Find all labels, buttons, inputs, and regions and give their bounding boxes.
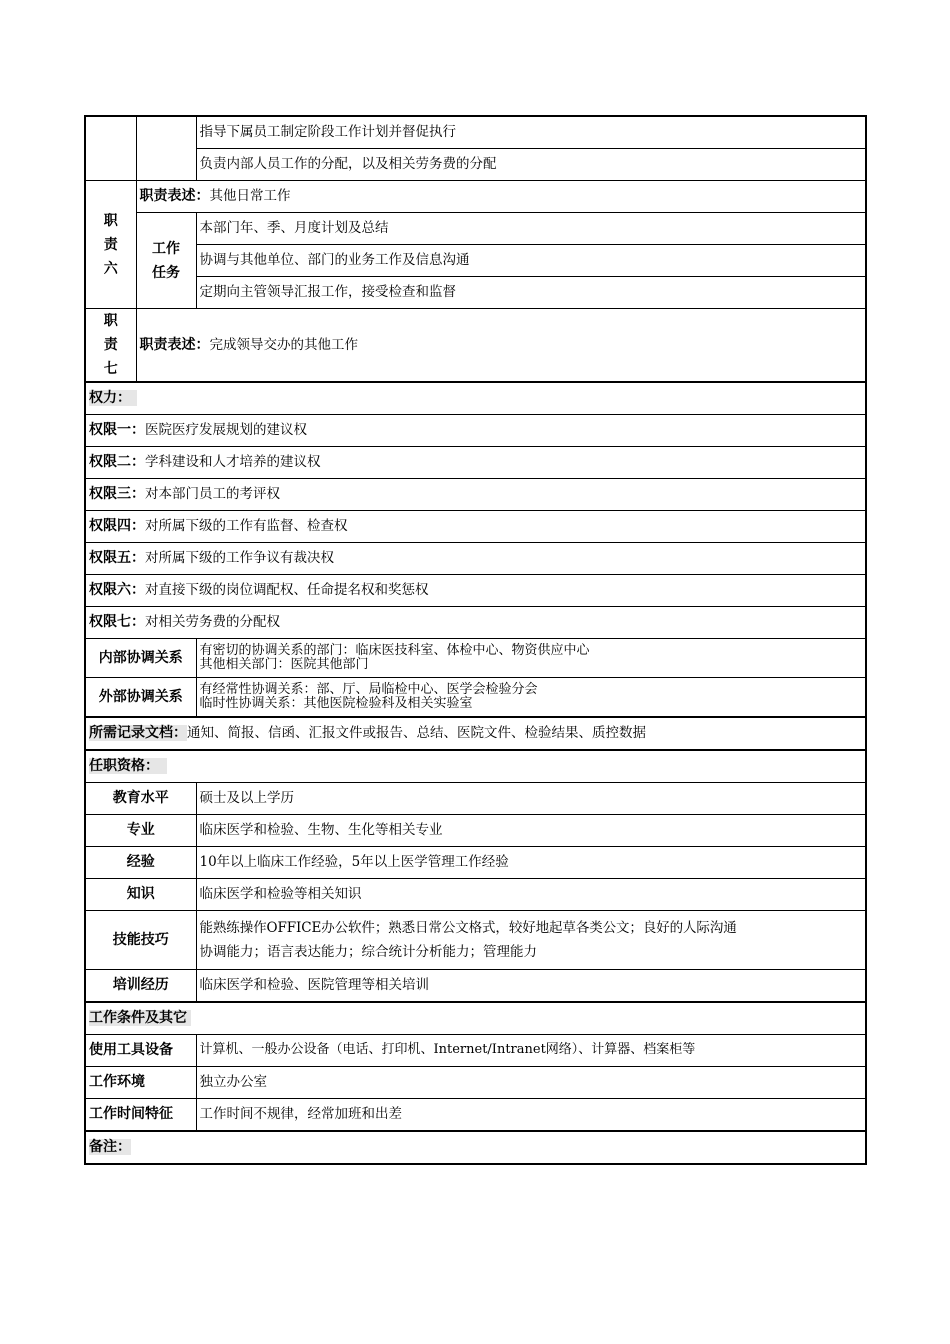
docs-label: 所需记录文档： <box>89 725 187 742</box>
qualification-text: 临床医学和检验等相关知识 <box>196 879 866 911</box>
task-row <box>85 116 866 149</box>
docs-row <box>85 717 866 750</box>
external-relations-line: 临时性协调关系：其他医院检验科及相关实验室 <box>199 696 473 711</box>
task-text: 本部门年、季、月度计划及总结 <box>196 213 866 245</box>
task-row <box>85 245 866 277</box>
qualification-label: 教育水平 <box>85 783 196 815</box>
env-row <box>85 1067 866 1099</box>
power-label: 权限三： <box>89 486 145 503</box>
power-text: 对直接下级的岗位调配权、任命提名权和奖惩权 <box>145 582 429 599</box>
power-text: 学科建设和人才培养的建议权 <box>145 454 321 471</box>
power-label: 权限七： <box>89 614 145 631</box>
internal-relations-row <box>85 639 866 678</box>
external-relations-cell <box>196 678 866 718</box>
qualification-text: 硕士及以上学历 <box>196 783 866 815</box>
qualification-label: 专业 <box>85 815 196 847</box>
training-text: 临床医学和检验、医院管理等相关培训 <box>196 970 866 1003</box>
duty6-label-text: 职 责 六 <box>103 212 118 277</box>
power-cell <box>85 511 866 543</box>
power-row <box>85 543 866 575</box>
power-title-text: 权力： <box>89 390 137 406</box>
qualification-label: 经验 <box>85 847 196 879</box>
remarks-label: 备注： <box>89 1139 131 1156</box>
task-text: 定期向主管领导汇报工作，接受检查和监督 <box>196 277 866 309</box>
conditions-title-text: 工作条件及其它 <box>89 1010 191 1026</box>
task-row <box>85 277 866 309</box>
qualification-title <box>85 750 866 783</box>
duty7-row <box>85 309 866 383</box>
internal-relations-line: 有密切的协调关系的部门：临床医技科室、体检中心、物资供应中心 <box>199 642 590 658</box>
task-text: 协调与其他单位、部门的业务工作及信息沟通 <box>196 245 866 277</box>
task-text: 指导下属员工制定阶段工作计划并督促执行 <box>196 116 866 149</box>
env-label: 工作环境 <box>85 1067 196 1099</box>
skills-label: 技能技巧 <box>85 911 196 970</box>
duty7-desc <box>136 309 866 383</box>
task-row <box>85 213 866 245</box>
qualification-title-text: 任职资格： <box>89 758 167 774</box>
external-relations-line: 有经常性协调关系：部、厅、局临检中心、医学会检验分会 <box>199 681 538 697</box>
power-cell <box>85 543 866 575</box>
qualification-text: 10年以上临床工作经验，5年以上医学管理工作经验 <box>196 847 866 879</box>
power-row <box>85 607 866 639</box>
job-description-page <box>84 115 865 1165</box>
power-title <box>85 382 866 415</box>
qualification-row <box>85 879 866 911</box>
qualification-label: 知识 <box>85 879 196 911</box>
qualification-row <box>85 815 866 847</box>
qualification-row <box>85 783 866 815</box>
power-label: 权限一： <box>89 422 145 439</box>
duty7-label-text: 职 责 七 <box>103 313 118 377</box>
docs-cell <box>85 717 866 750</box>
power-label: 权限二： <box>89 454 145 471</box>
job-description-table <box>84 115 867 1165</box>
power-text: 对所属下级的工作有监督、检查权 <box>145 518 348 535</box>
duty-cont-label-cell <box>85 116 136 181</box>
power-label: 权限四： <box>89 518 145 535</box>
internal-relations-line: 其他相关部门：医院其他部门 <box>199 657 369 672</box>
power-row <box>85 447 866 479</box>
duty-cont-task-label-cell <box>136 116 196 181</box>
duty7-label <box>85 309 136 383</box>
power-text: 对本部门员工的考评权 <box>145 486 280 503</box>
skills-line: 协调能力；语言表达能力；综合统计分析能力；管理能力 <box>199 944 537 960</box>
time-text: 工作时间不规律，经常加班和出差 <box>196 1099 866 1132</box>
remarks-cell <box>85 1131 866 1164</box>
power-title-row <box>85 382 866 415</box>
power-row <box>85 511 866 543</box>
duty6-label <box>85 181 136 309</box>
conditions-title <box>85 1002 866 1035</box>
power-text: 对所属下级的工作争议有裁决权 <box>145 550 334 567</box>
qualification-row <box>85 847 866 879</box>
remarks-row <box>85 1131 866 1164</box>
tools-label: 使用工具设备 <box>85 1035 196 1067</box>
skills-line: 能熟练操作OFFICE办公软件；熟悉日常公文格式，较好地起草各类公文；良好的人际沟通 <box>199 920 737 936</box>
duty6-desc-text: 其他日常工作 <box>209 188 291 205</box>
skills-row <box>85 911 866 970</box>
power-cell <box>85 479 866 511</box>
env-text: 独立办公室 <box>196 1067 866 1099</box>
duty6-task-label <box>136 213 196 309</box>
duty7-desc-text: 完成领导交办的其他工作 <box>209 336 358 353</box>
power-row <box>85 479 866 511</box>
power-row <box>85 575 866 607</box>
internal-relations-cell <box>196 639 866 678</box>
task-text: 负责内部人员工作的分配，以及相关劳务费的分配 <box>196 149 866 181</box>
duty7-desc-label: 职责表述： <box>139 336 210 353</box>
tools-text: 计算机、一般办公设备（电话、打印机、Internet/Intranet网络）、计算器、档案柜等 <box>196 1035 866 1067</box>
skills-cell <box>196 911 866 970</box>
power-cell <box>85 447 866 479</box>
power-label: 权限五： <box>89 550 145 567</box>
external-relations-row <box>85 678 866 718</box>
internal-relations-label: 内部协调关系 <box>85 639 196 678</box>
power-text: 对相关劳务费的分配权 <box>145 614 280 631</box>
power-row <box>85 415 866 447</box>
qualification-title-row <box>85 750 866 783</box>
external-relations-label: 外部协调关系 <box>85 678 196 718</box>
power-cell <box>85 607 866 639</box>
power-text: 医院医疗发展规划的建议权 <box>145 422 307 439</box>
tools-row <box>85 1035 866 1067</box>
duty6-desc-row <box>85 181 866 213</box>
conditions-title-row <box>85 1002 866 1035</box>
duty6-task-label-text: 工作 任务 <box>152 240 180 281</box>
qualification-text: 临床医学和检验、生物、生化等相关专业 <box>196 815 866 847</box>
task-row <box>85 149 866 181</box>
time-row <box>85 1099 866 1132</box>
power-cell <box>85 575 866 607</box>
time-label: 工作时间特征 <box>85 1099 196 1132</box>
training-row <box>85 970 866 1003</box>
power-cell <box>85 415 866 447</box>
docs-text: 通知、简报、信函、汇报文件或报告、总结、医院文件、检验结果、质控数据 <box>187 725 646 742</box>
power-label: 权限六： <box>89 582 145 599</box>
duty6-desc-label: 职责表述： <box>139 188 210 205</box>
training-label: 培训经历 <box>85 970 196 1003</box>
duty6-desc <box>136 181 866 213</box>
